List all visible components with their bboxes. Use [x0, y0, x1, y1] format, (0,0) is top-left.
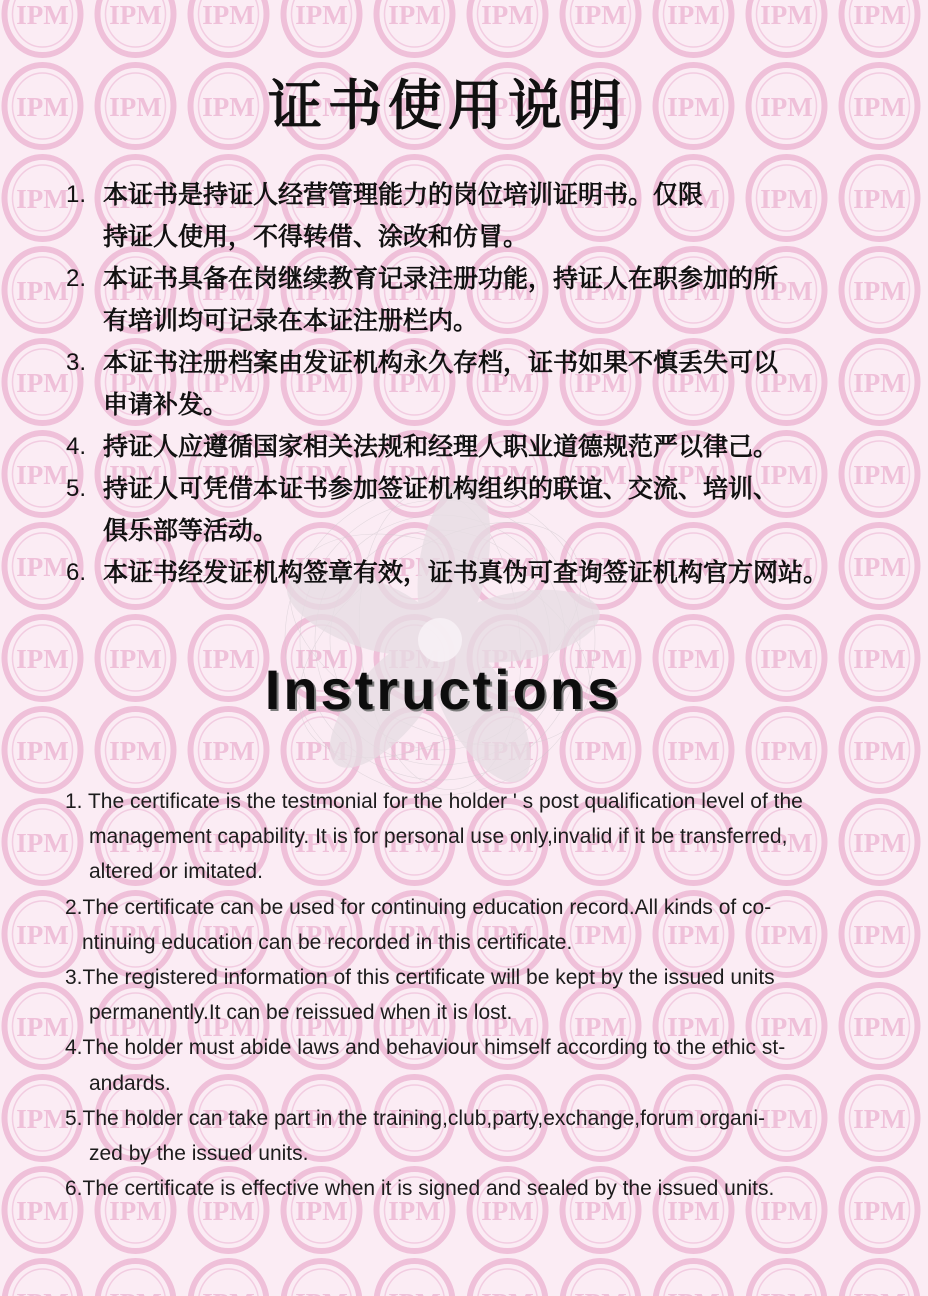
english-instructions-list [65, 784, 803, 1206]
en-item-line: 2.The certificate can be used for continuing education record.All kinds of co- [65, 895, 772, 919]
chinese-instructions-list [66, 174, 828, 594]
en-item-line: ntinuing education can be recorded in this certificate. [82, 930, 573, 954]
en-item-line: andards. [89, 1071, 171, 1095]
cn-item-line: 持证人应遵循国家相关法规和经理人职业道德规范严以律己。 [103, 432, 779, 461]
cn-item-text [103, 258, 778, 342]
cn-item-number: 3. [66, 349, 87, 376]
en-item-line: 1. The certificate is the testmonial for the holder ' s post qualification level of the [65, 790, 803, 813]
en-item-5 [65, 1101, 803, 1171]
cn-item-text [103, 426, 778, 468]
cn-item-line: 本证书注册档案由发证机构永久存档，证书如果不慎丢失可以 [103, 348, 779, 377]
cn-item-text [103, 342, 778, 426]
en-item-line: 5.The holder can take part in the training,club,party,exchange,forum organi- [65, 1106, 766, 1130]
cn-item-line: 持证人使用，不得转借、涂改和仿冒。 [103, 222, 529, 251]
cn-item-3 [66, 342, 828, 426]
cn-item-number: 2. [66, 265, 87, 292]
en-item-line: 6.The certificate is effective when it is signed and sealed by the issued units. [65, 1177, 775, 1201]
cn-item-6 [66, 552, 828, 594]
en-item-line: zed by the issued units. [89, 1141, 309, 1165]
en-item-line: management capability. It is for personal use only,invalid if it be transferred, [89, 825, 788, 849]
cn-item-line: 持证人可凭借本证书参加签证机构组织的联谊、交流、培训、 [103, 474, 779, 503]
cn-item-text [103, 552, 828, 594]
en-item-3 [65, 960, 803, 1030]
en-item-line: altered or imitated. [89, 860, 263, 884]
cn-item-line: 申请补发。 [103, 390, 229, 419]
cn-item-line: 有培训均可记录在本证注册栏内。 [103, 306, 479, 335]
cn-item-line: 本证书具备在岗继续教育记录注册功能，持证人在职参加的所 [103, 264, 779, 293]
cn-item-number: 1. [66, 181, 87, 208]
cn-item-2 [66, 258, 828, 342]
cn-item-text [103, 468, 778, 552]
cn-item-number: 5. [66, 475, 87, 502]
en-item-line: 3.The registered information of this certificate will be kept by the issued units [65, 965, 775, 989]
en-item-line: permanently.It can be reissued when it is lost. [89, 1001, 513, 1025]
cn-item-number: 6. [66, 559, 87, 586]
cn-item-line: 本证书是持证人经营管理能力的岗位培训证明书。仅限 [103, 180, 704, 209]
cn-item-4 [66, 426, 828, 468]
en-item-6 [65, 1171, 803, 1206]
en-item-line: 4.The holder must abide laws and behaviour himself according to the ethic st- [65, 1036, 786, 1060]
cn-item-line: 本证书经发证机构签章有效，证书真伪可查询签证机构官方网站。 [103, 558, 829, 587]
english-title: Instructions [264, 658, 622, 721]
cn-item-text [103, 174, 703, 258]
cn-item-1 [66, 174, 828, 258]
cn-item-5 [66, 468, 828, 552]
chinese-title: 证书使用说明 [268, 73, 628, 137]
cn-item-line: 俱乐部等活动。 [103, 516, 279, 545]
en-item-4 [65, 1030, 803, 1100]
en-item-1 [65, 784, 803, 890]
en-item-2 [65, 890, 803, 960]
cn-item-number: 4. [66, 433, 87, 460]
